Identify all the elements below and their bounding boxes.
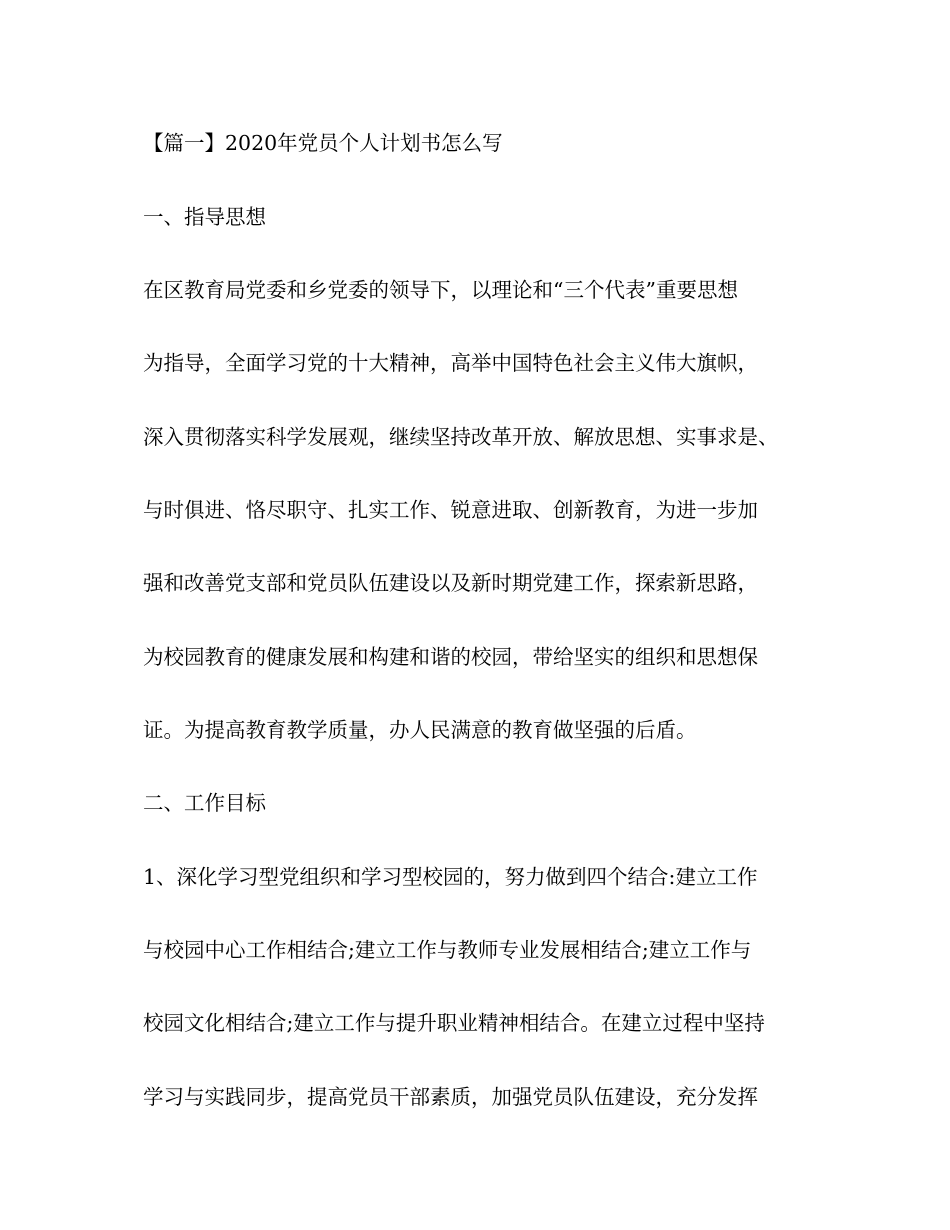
paragraph-line: 校园文化相结合;建立工作与提升职业精神相结合。在建立过程中坚持	[143, 1011, 765, 1035]
paragraph-line: 学习与实践同步，提高党员干部素质，加强党员队伍建设，充分发挥	[143, 1085, 758, 1109]
paragraph-line: 为指导，全面学习党的十大精神，高举中国特色社会主义伟大旗帜，	[143, 351, 758, 375]
paragraph-line: 与时俱进、恪尽职守、扎实工作、锐意进取、创新教育，为进一步加	[143, 498, 758, 522]
document-title: 【篇一】2020年党员个人计划书怎么写	[143, 131, 503, 155]
paragraph-line: 证。为提高教育教学质量，办人民满意的教育做坚强的后盾。	[143, 718, 697, 742]
section-heading-guiding-ideology: 一、指导思想	[143, 205, 266, 229]
section-heading-work-goals: 二、工作目标	[143, 791, 266, 815]
paragraph-line: 为校园教育的健康发展和构建和谐的校园，带给坚实的组织和思想保	[143, 645, 758, 669]
paragraph-line: 1、深化学习型党组织和学习型校园的，努力做到四个结合:建立工作	[143, 865, 758, 889]
paragraph-line: 在区教育局党委和乡党委的领导下，以理论和“三个代表”重要思想	[143, 278, 738, 302]
paragraph-line: 与校园中心工作相结合;建立工作与教师专业发展相结合;建立工作与	[143, 938, 752, 962]
paragraph-line: 强和改善党支部和党员队伍建设以及新时期党建工作，探索新思路，	[143, 571, 758, 595]
paragraph-line: 深入贯彻落实科学发展观，继续坚持改革开放、解放思想、实事求是、	[143, 425, 779, 449]
